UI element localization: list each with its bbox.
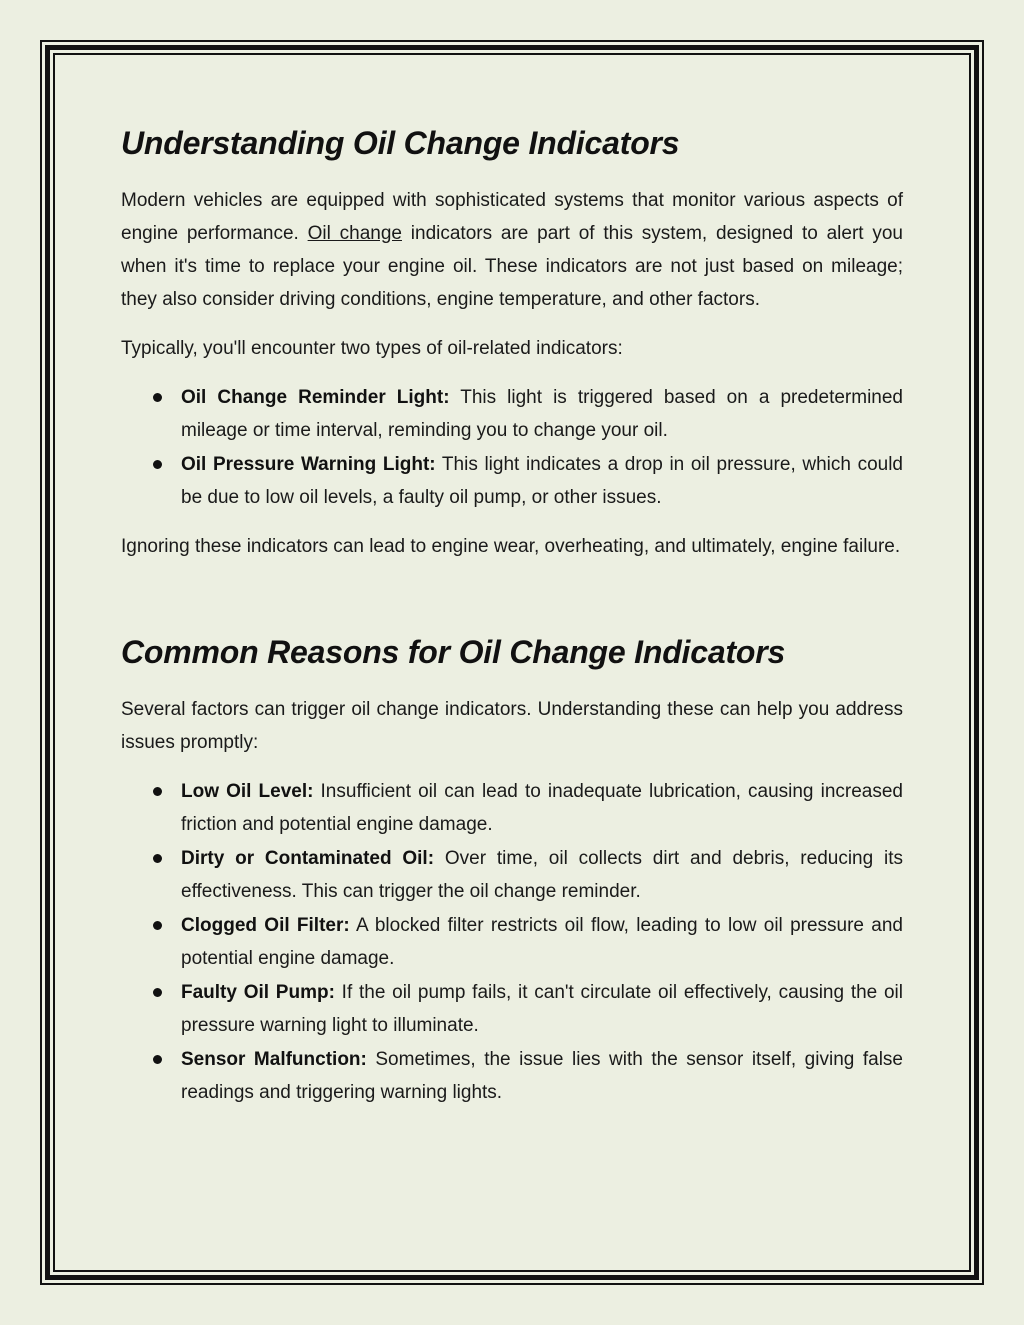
list-item-text: Insufficient oil can lead to inadequate lubrication, causing increased friction and potential engine damage. (181, 781, 903, 835)
list-item (121, 976, 903, 1042)
section-heading-understanding: Understanding Oil Change Indicators (121, 125, 680, 161)
oil-change-link[interactable]: Oil change (307, 223, 402, 244)
bullet-icon (153, 460, 162, 469)
indicator-types-list (121, 381, 903, 514)
section1-paragraph-1-start: Modern vehicles are equipped with sophisticated systems that monitor various aspects of engine performance. (121, 190, 903, 244)
list-item-label: Oil Pressure Warning Light: (181, 454, 436, 475)
list-item-text: If the oil pump fails, it can't circulate oil effectively, causing the oil pressure warning light to illuminate. (181, 982, 903, 1036)
list-item (121, 842, 903, 908)
bullet-icon (153, 921, 162, 930)
section1-paragraph-2: Typically, you'll encounter two types of oil-related indicators: (121, 338, 623, 359)
list-item-label: Clogged Oil Filter: (181, 915, 350, 936)
bullet-icon (153, 787, 162, 796)
bullet-icon (153, 393, 162, 402)
list-item-label: Oil Change Reminder Light: (181, 387, 450, 408)
list-item (121, 448, 903, 514)
list-item-text: This light indicates a drop in oil pressure, which could be due to low oil levels, a faulty oil pump, or other issues. (181, 454, 903, 508)
section1-paragraph-1-end: indicators are part of this system, designed to alert you when it's time to replace your engine oil. These indicators are not just based on mileage; they also consider driving conditions, engine temperature, and other factors. (121, 223, 903, 310)
section1-paragraph-3: Ignoring these indicators can lead to engine wear, overheating, and ultimately, engine failure. (121, 536, 901, 557)
list-item-text: A blocked filter restricts oil flow, leading to low oil pressure and potential engine damage. (181, 915, 903, 969)
section1-paragraph-1 (121, 184, 903, 316)
list-item-label: Sensor Malfunction: (181, 1049, 367, 1070)
list-item-text: This light is triggered based on a predetermined mileage or time interval, reminding you to change your oil. (181, 387, 903, 441)
list-item-label: Faulty Oil Pump: (181, 982, 335, 1003)
reasons-list (121, 775, 903, 1109)
section2-paragraph-1: Several factors can trigger oil change indicators. Understanding these can help you address issues promptly: (121, 699, 903, 753)
list-item (121, 1043, 903, 1109)
list-item (121, 775, 903, 841)
document-body (121, 118, 903, 1125)
bullet-icon (153, 854, 162, 863)
list-item-label: Dirty or Contaminated Oil: (181, 848, 435, 869)
bullet-icon (153, 1055, 162, 1064)
section-heading-common-reasons: Common Reasons for Oil Change Indicators (121, 634, 786, 670)
list-item-text: Sometimes, the issue lies with the sensor itself, giving false readings and triggering warning lights. (181, 1049, 903, 1103)
bullet-icon (153, 988, 162, 997)
list-item (121, 909, 903, 975)
list-item (121, 381, 903, 447)
list-item-text: Over time, oil collects dirt and debris, reducing its effectiveness. This can trigger the oil change reminder. (181, 848, 903, 902)
list-item-label: Low Oil Level: (181, 781, 314, 802)
